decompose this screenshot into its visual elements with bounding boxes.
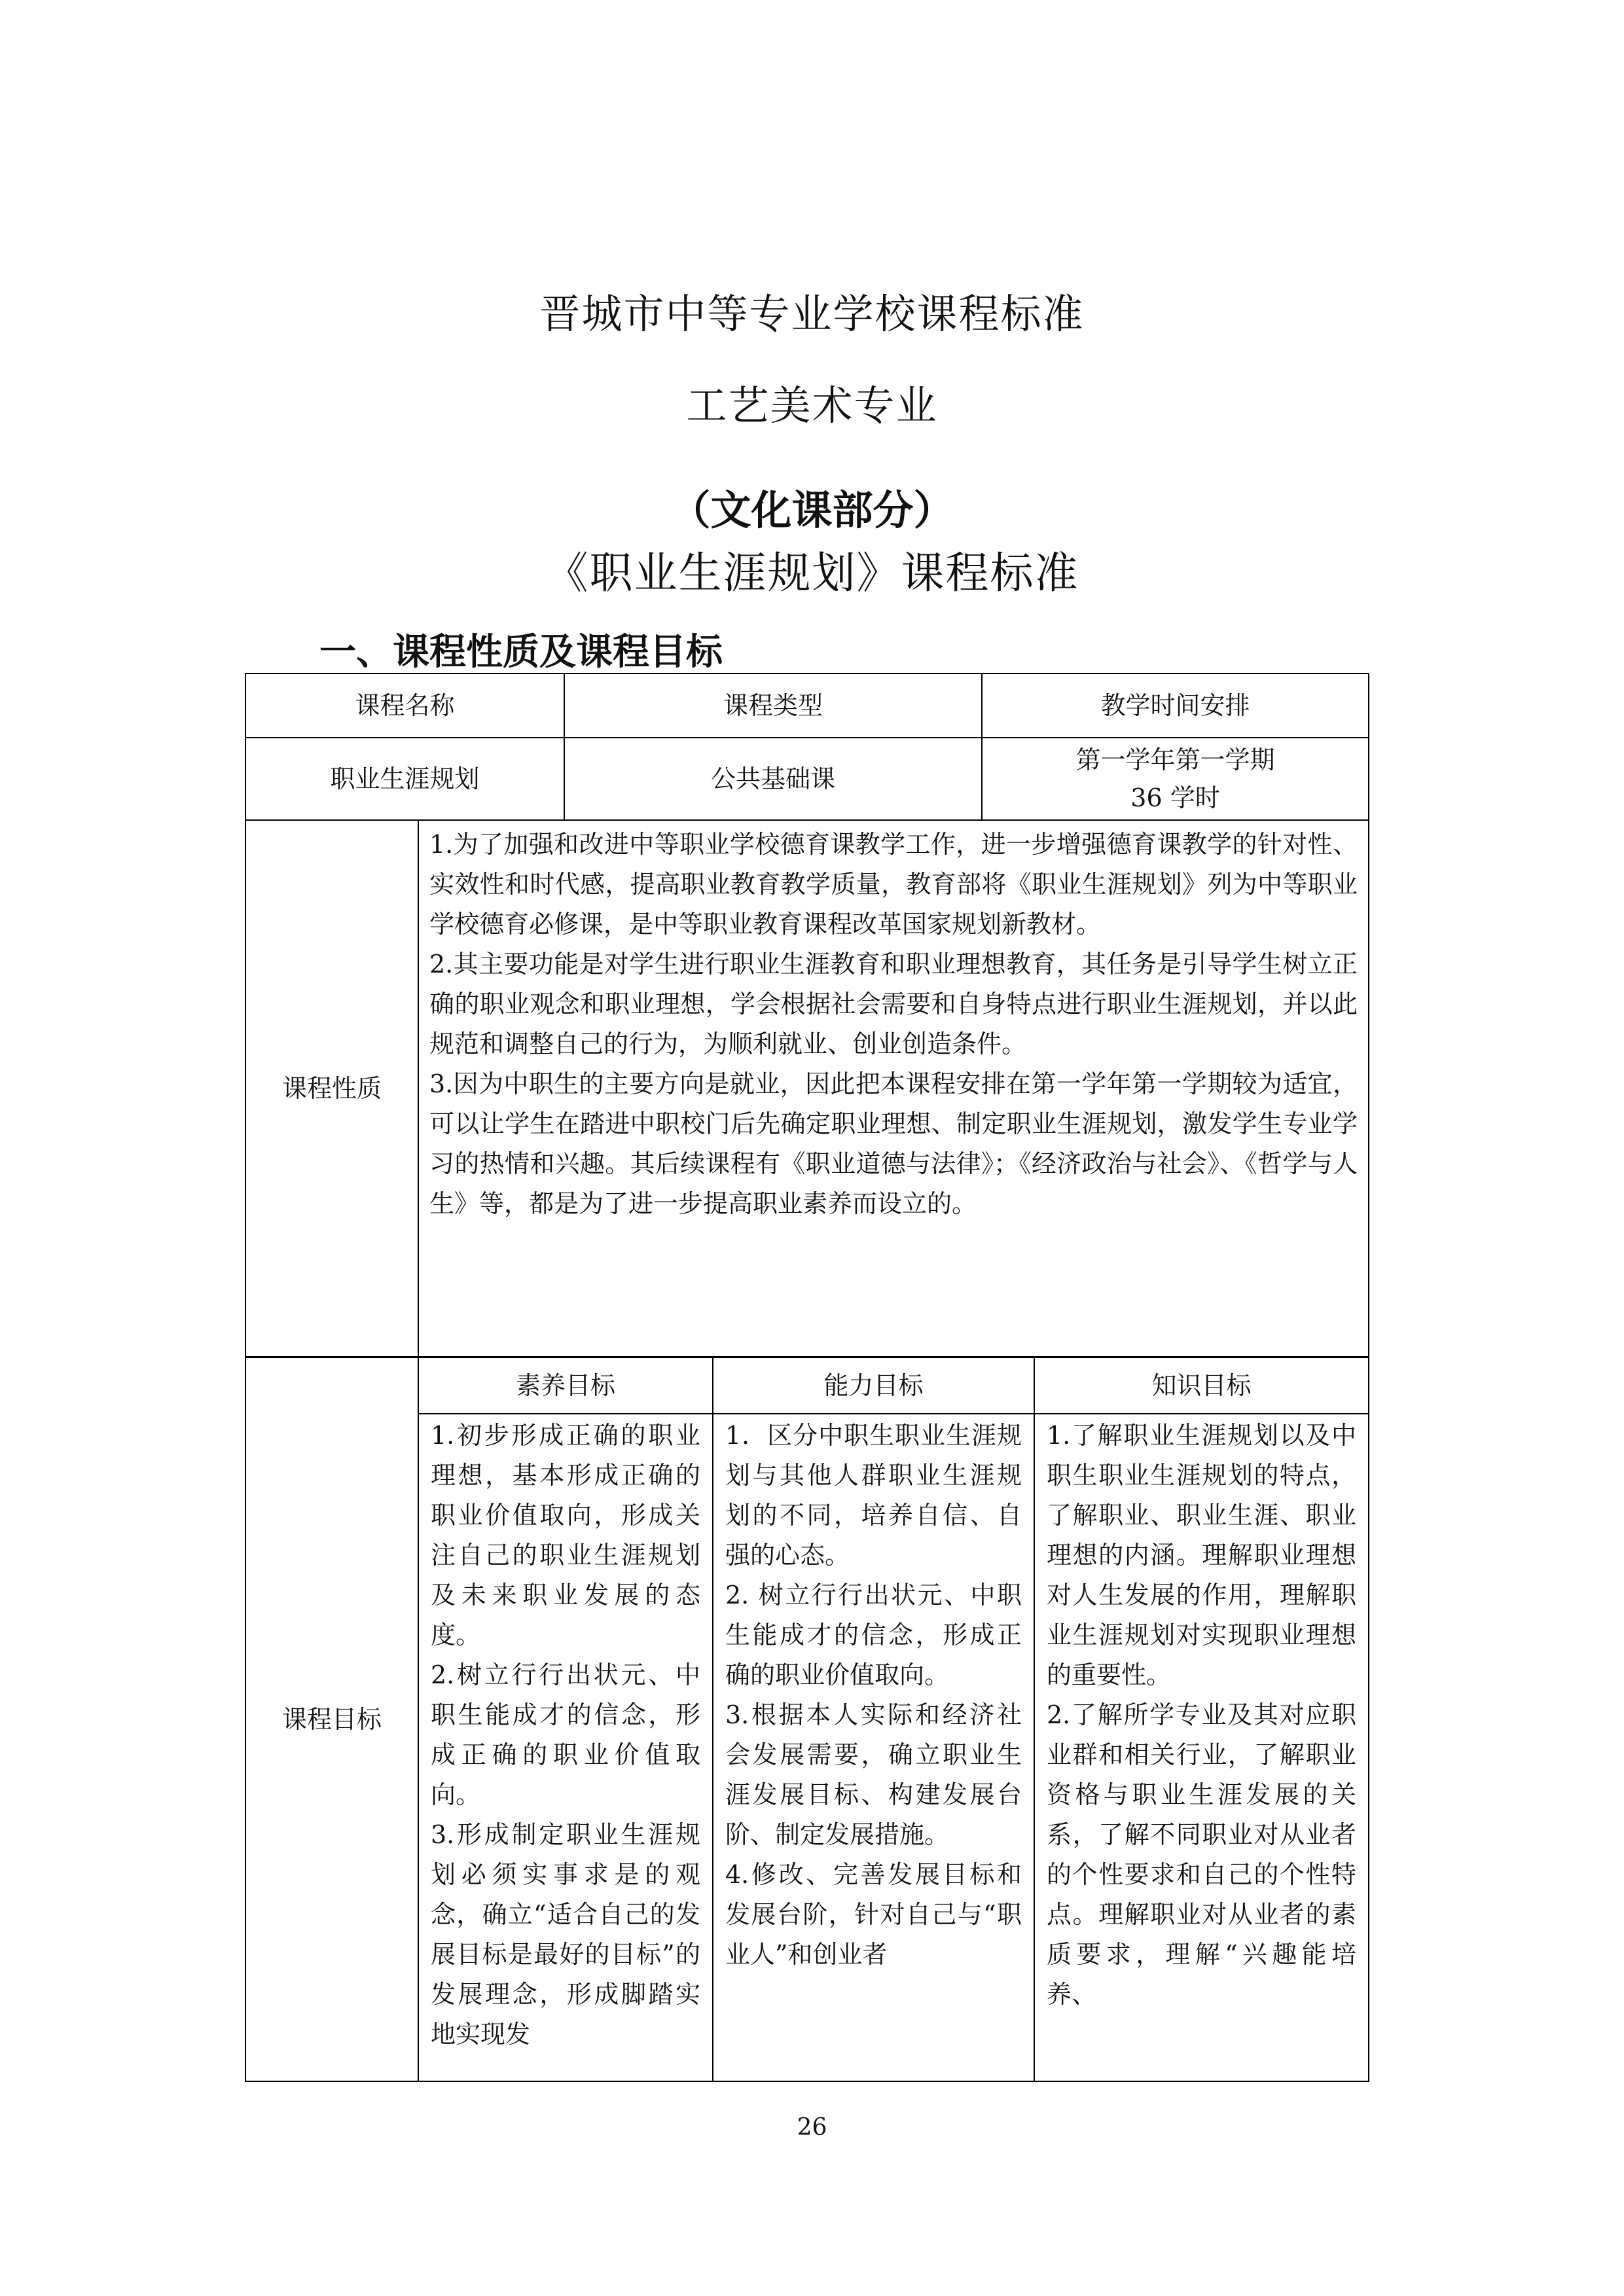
header-literacy-goals: 素养目标 <box>418 1357 713 1414</box>
ability-goal-item: 2. 树立行行出状元、中职生能成才的信念，形成正确的职业价值取向。 <box>725 1581 1022 1689</box>
part-subtitle: （文化课部分） <box>670 486 954 534</box>
ability-goals <box>713 1414 1034 2081</box>
knowledge-goal-item: 2.了解所学专业及其对应职业群和相关行业，了解职业资格与职业生涯发展的关系，了解不同职业对从业者的个性要求和自己的个性特点。理解职业对从业者的素质要求，理解“兴趣能培养、 <box>1047 1700 1356 2009</box>
header-schedule: 教学时间安排 <box>982 673 1369 738</box>
header-ability-goals: 能力目标 <box>713 1357 1034 1414</box>
value-schedule <box>982 738 1369 820</box>
nature-content <box>418 820 1369 1357</box>
section-heading: 一、课程性质及课程目标 <box>319 631 723 673</box>
knowledge-goal-item: 1.了解职业生涯规划以及中职生职业生涯规划的特点，了解职业、职业生涯、职业理想的内涵。理解职业理想对人生发展的作用，理解职业生涯规划对实现职业理想的重要性。 <box>1047 1421 1356 1689</box>
ability-goal-item: 4.修改、完善发展目标和发展台阶，针对自己与“职业人”和创业者 <box>725 1860 1022 1969</box>
nature-paragraph: 1.为了加强和改进中等职业学校德育课教学工作，进一步增强德育课教学的针对性、实效性和时代感，提高职业教育教学质量，教育部将《职业生涯规划》列为中等职业学校德育必修课，是中等职业教育课程改革国家规划新教材。 <box>429 830 1358 939</box>
value-course-type: 公共基础课 <box>564 738 982 820</box>
nature-row <box>245 820 1369 1357</box>
ability-goal-item: 3.根据本人实际和经济社会发展需要，确立职业生涯发展目标、构建发展台阶、制定发展措施。 <box>725 1700 1022 1849</box>
course-goals-table <box>245 1357 1369 2082</box>
course-info-table <box>245 673 1369 1357</box>
school-standard-title: 晋城市中等专业学校课程标准 <box>539 290 1085 338</box>
value-course-name: 职业生涯规划 <box>245 738 564 820</box>
literacy-goal-item: 3.形成制定职业生涯规划必须实事求是的观念，确立“适合自己的发展目标是最好的目标”的发展理念，形成脚踏实地实现发 <box>431 1820 700 2049</box>
nature-paragraph: 3.因为中职生的主要方向是就业，因此把本课程安排在第一学年第一学期较为适宜，可以让学生在踏进中职校门后先确定职业理想、制定职业生涯规划，激发学生专业学习的热情和兴趣。其后续课程有《职业道德与法律》；《经济政治与社会》、《哲学与人生》等，都是为了进一步提高职业素养而设立的。 <box>429 1069 1358 1218</box>
literacy-goal-item: 1.初步形成正确的职业理想，基本形成正确的职业价值取向，形成关注自己的职业生涯规划及未来职业发展的态度。 <box>431 1421 700 1649</box>
nature-label: 课程性质 <box>245 820 418 1357</box>
info-value-row <box>245 738 1369 820</box>
course-standard-title: 《职业生涯规划》课程标准 <box>545 548 1079 598</box>
info-header-row <box>245 673 1369 738</box>
nature-paragraph: 2.其主要功能是对学生进行职业生涯教育和职业理想教育，其任务是引导学生树立正确的职业观念和职业理想，学会根据社会需要和自身特点进行职业生涯规划，并以此规范和调整自己的行为，为顺利就业、创业创造条件。 <box>429 950 1358 1058</box>
goals-header-row <box>245 1357 1369 1414</box>
header-course-name: 课程名称 <box>245 673 564 738</box>
schedule-term: 第一学年第一学期 <box>1075 745 1275 774</box>
header-course-type: 课程类型 <box>564 673 982 738</box>
page-number: 26 <box>797 2114 827 2141</box>
literacy-goals <box>418 1414 713 2081</box>
literacy-goal-item: 2.树立行行出状元、中职生能成才的信念，形成正确的职业价值取向。 <box>431 1660 700 1809</box>
header-knowledge-goals: 知识目标 <box>1034 1357 1369 1414</box>
ability-goal-item: 1．区分中职生职业生涯规划与其他人群职业生涯规划的不同，培养自信、自强的心态。 <box>725 1421 1022 1570</box>
goals-label: 课程目标 <box>245 1357 418 2081</box>
knowledge-goals <box>1034 1414 1369 2081</box>
major-title: 工艺美术专业 <box>686 382 938 429</box>
schedule-hours: 36 学时 <box>1130 783 1220 812</box>
